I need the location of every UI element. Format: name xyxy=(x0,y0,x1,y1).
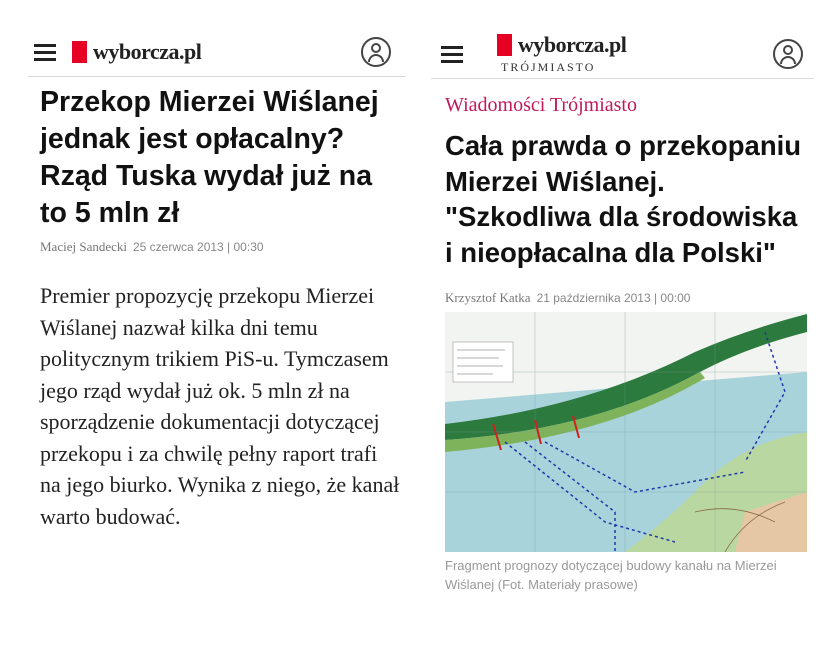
section-label[interactable]: Wiadomości Trójmiasto xyxy=(445,94,637,116)
left-article-panel xyxy=(28,28,406,612)
user-account-icon[interactable] xyxy=(773,39,803,69)
site-header xyxy=(28,28,406,77)
article-meta xyxy=(40,239,264,255)
article-map-image[interactable] xyxy=(445,312,807,552)
article-headline[interactable]: Przekop Mierzei Wiślanej jednak jest opłacalny? Rząd Tuska wydał już na to 5 mln zł xyxy=(40,86,379,229)
article-lead: Premier propozycję przekopu Mierzei Wiślanej nazwał kilka dni temu politycznym trikiem PiS-u. Tymczasem jego rząd wydał już ok. 5 mln zł na sporządzenie dokumentacji dotyczącej przekopu i za chwilę pełny raport trafi na jego biurko. Wynika z niego, że kanał warto budować. xyxy=(40,283,400,529)
article-author[interactable]: Maciej Sandecki xyxy=(40,239,127,254)
site-logo[interactable]: wyborcza.pl xyxy=(497,32,626,58)
map-illustration xyxy=(445,312,807,552)
hamburger-menu-icon[interactable] xyxy=(441,46,463,62)
right-article-panel xyxy=(431,28,814,612)
article-meta xyxy=(445,290,690,306)
image-caption: Fragment prognozy dotyczącej budowy kanału na Mierzei Wiślanej (Fot. Materiały prasowe) xyxy=(445,558,777,592)
article-date: 21 października 2013 | 00:00 xyxy=(536,291,691,305)
article-headline[interactable]: Cała prawda o przekopaniu Mierzei Wiślanej. "Szkodliwa dla środowiska i nieopłacalna dla Polski" xyxy=(445,130,802,268)
user-account-icon[interactable] xyxy=(361,37,391,67)
article-author[interactable]: Krzysztof Katka xyxy=(445,290,531,305)
logo-mark xyxy=(497,34,512,56)
hamburger-menu-icon[interactable] xyxy=(34,44,56,60)
edition-label: TRÓJMIASTO xyxy=(501,60,596,74)
logo-mark xyxy=(72,41,87,63)
site-logo[interactable]: wyborcza.pl xyxy=(72,39,201,65)
article-date: 25 czerwca 2013 | 00:30 xyxy=(133,240,264,254)
site-header xyxy=(431,28,814,79)
